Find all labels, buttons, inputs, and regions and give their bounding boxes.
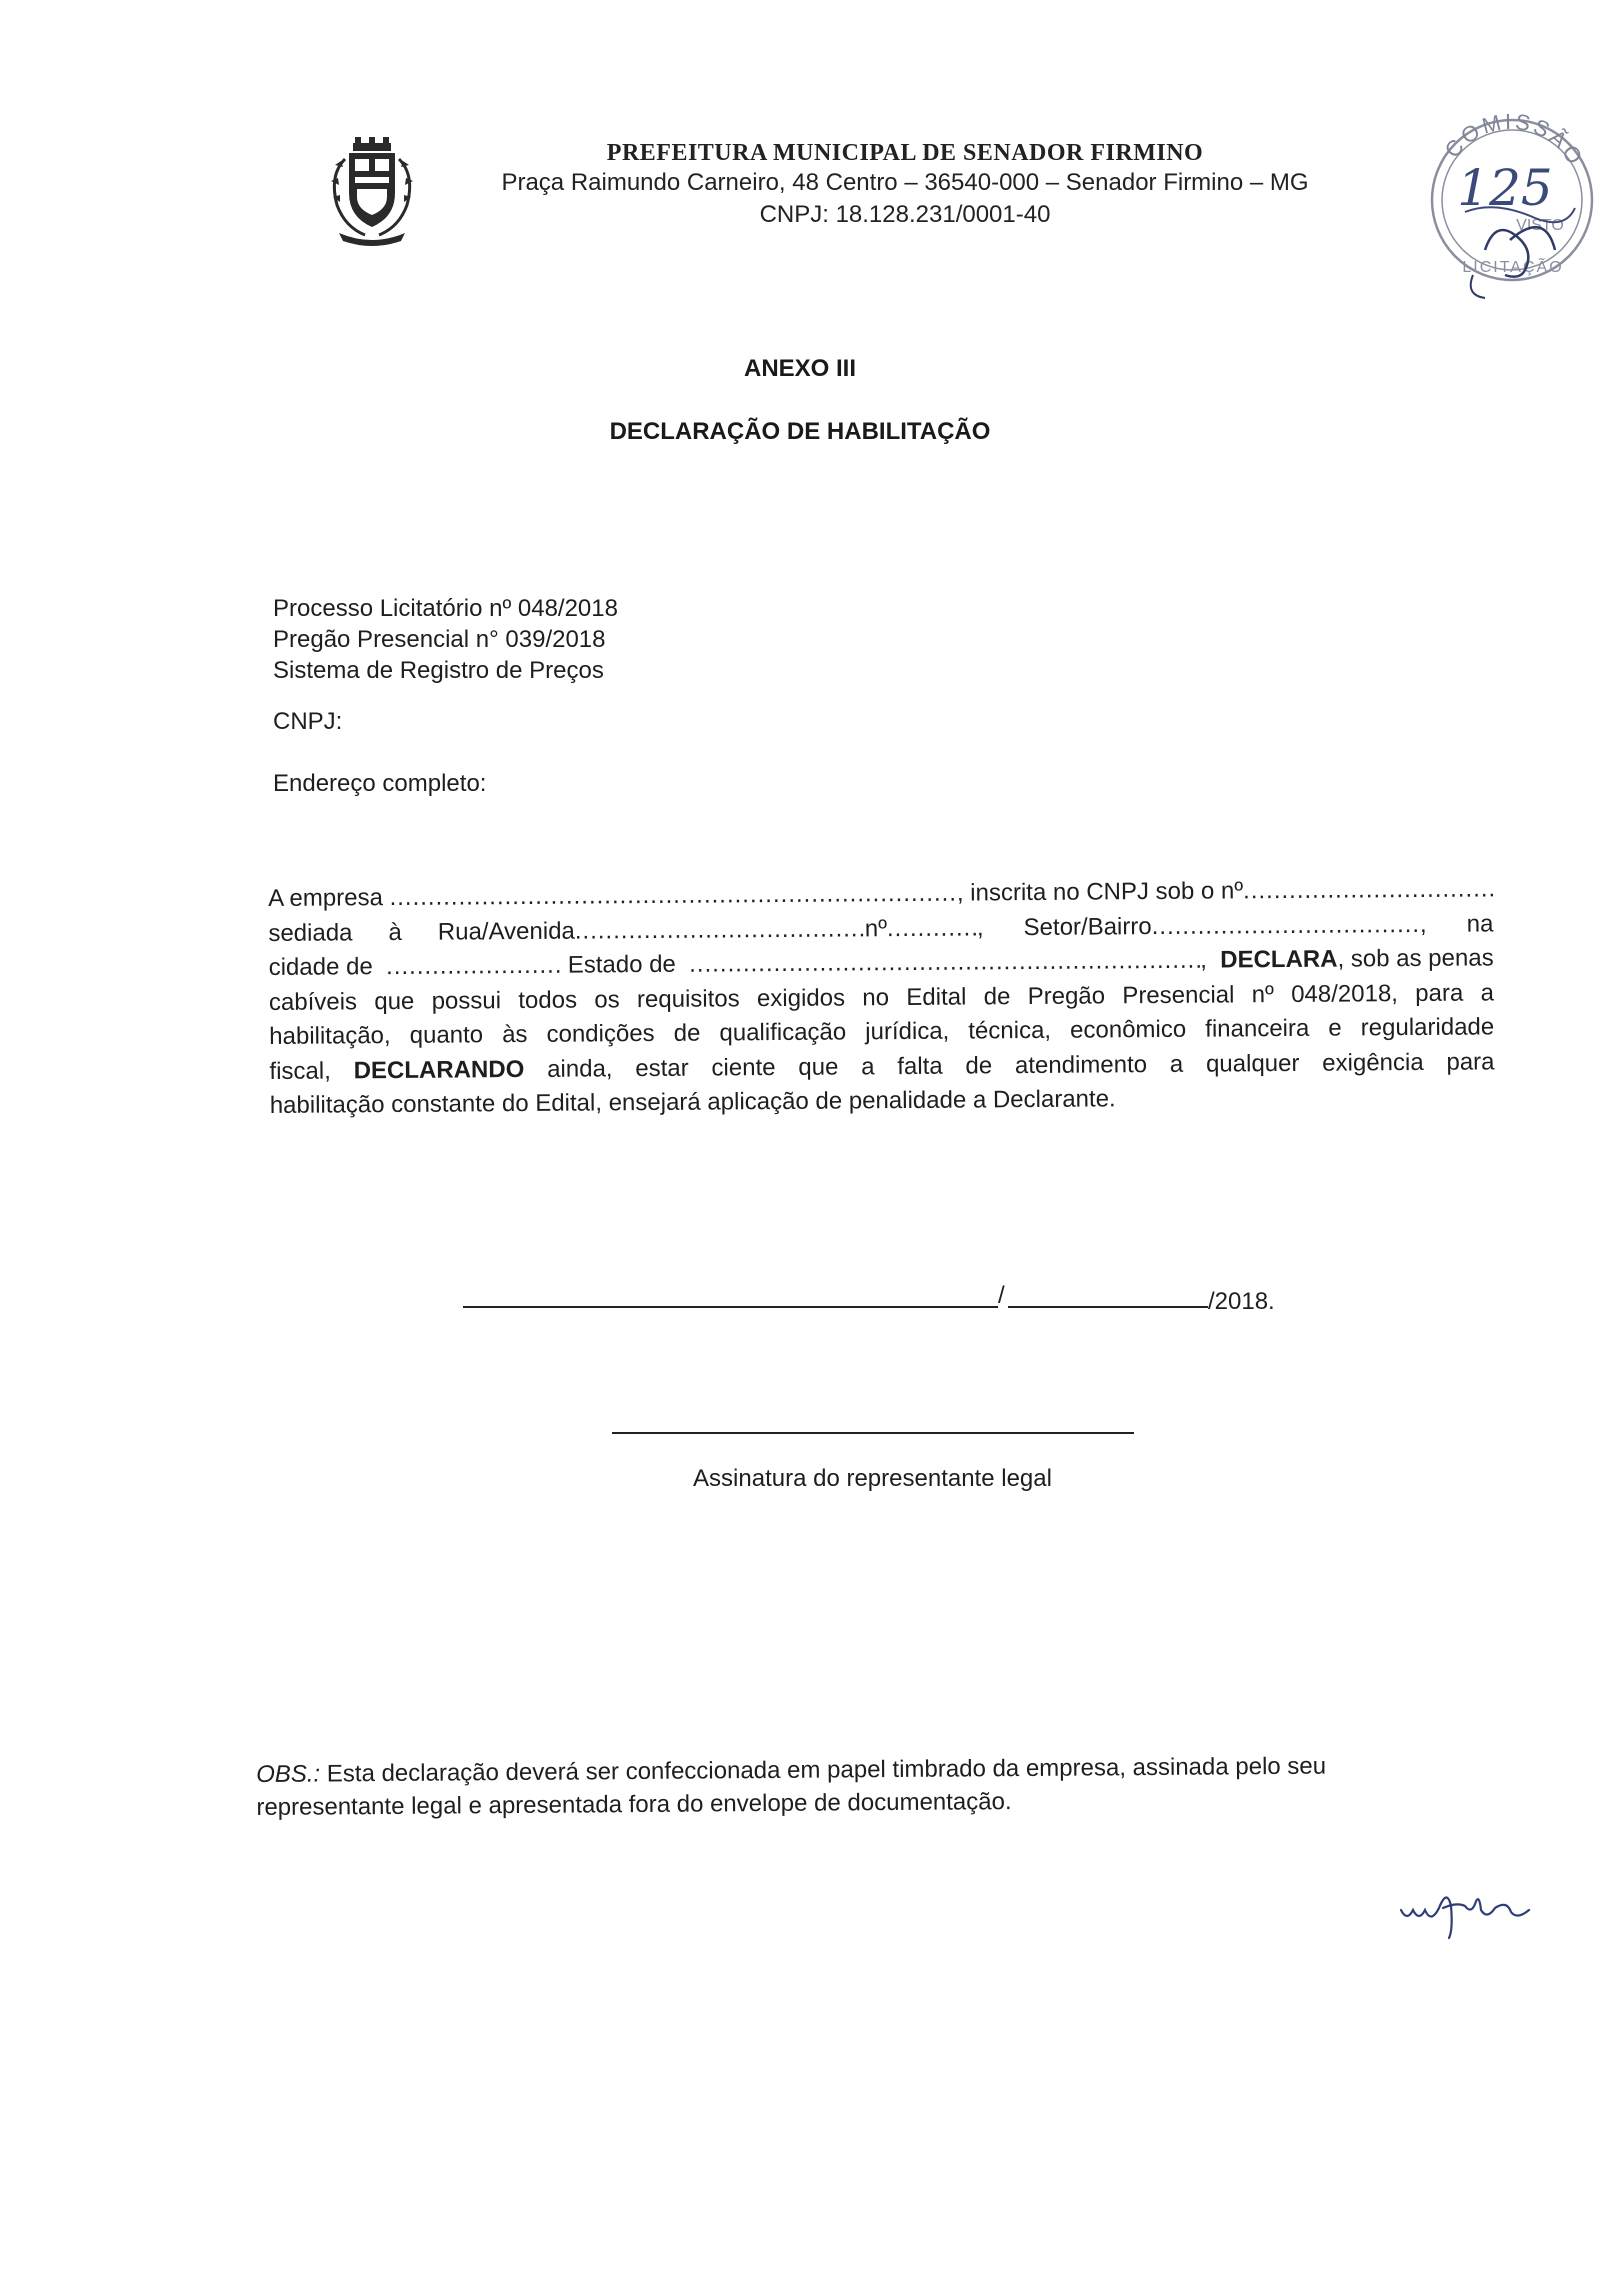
process-number: Processo Licitatório nº 048/2018 [273, 595, 618, 622]
address-label: Endereço completo: [273, 770, 487, 797]
date-day-blank [463, 1306, 998, 1308]
declaration-paragraph [268, 872, 1495, 1123]
handwritten-initials-icon [1395, 1880, 1575, 1940]
coat-of-arms-icon [325, 135, 420, 250]
paragraph-line-5: habilitação, quanto às condições de qualificação jurídica, técnica, econômico financeira e regularidade [269, 1013, 1495, 1050]
svg-text:COMISSÃO: COMISSÃO [1439, 108, 1590, 171]
commission-stamp-icon [1425, 100, 1600, 300]
signature-label: Assinatura do representante legal [693, 1465, 1052, 1492]
org-cnpj: CNPJ: 18.128.231/0001-40 [759, 201, 1051, 228]
document-title: DECLARAÇÃO DE HABILITAÇÃO [609, 418, 991, 445]
process-info [273, 593, 618, 686]
date-month-blank [1008, 1306, 1208, 1308]
paragraph-line-4: cabíveis que possui todos os requisitos exigidos no Edital de Pregão Presencial nº 048/2018, para a [268, 978, 1495, 1016]
date-separator: / [998, 1282, 1005, 1309]
observation-note [256, 1749, 1426, 1824]
signature-line [612, 1432, 1134, 1434]
date-line [463, 1278, 1303, 1318]
org-address: Praça Raimundo Carneiro, 48 Centro – 36540-000 – Senador Firmino – MG [501, 169, 1309, 196]
paragraph-line-6: fiscal, DECLARANDO ainda, estar ciente que a falta de atendimento a qualquer exigência para [269, 1047, 1495, 1085]
pregao-number: Pregão Presencial n° 039/2018 [273, 626, 606, 653]
letterhead [490, 140, 1320, 231]
paragraph-line-3: cidade de ..... Estado de ..... , DECLARA , sob as penas [269, 941, 1494, 985]
org-name: PREFEITURA MUNICIPAL DE SENADOR FIRMINO [606, 140, 1204, 166]
price-registry-system: Sistema de Registro de Preços [273, 657, 604, 684]
date-year: /2018. [1208, 1288, 1275, 1315]
paragraph-line-7: habilitação constante do Edital, ensejará aplicação de penalidade a Declarante. [269, 1085, 1116, 1119]
svg-text:VISTO: VISTO [1516, 217, 1564, 234]
obs-text: Esta declaração deverá ser confeccionada em papel timbrado da empresa, assinada pelo seu representante legal e apresentada fora do envelope de documentação. [256, 1752, 1327, 1821]
cnpj-label: CNPJ: [273, 708, 343, 735]
paragraph-line-2: sediada à Rua/Avenida ..... nº ..... , Setor/Bairro ..... , na [268, 907, 1493, 951]
paragraph-line-1: A empresa ..... , inscrita no CNPJ sob o nº ..... [268, 872, 1493, 916]
obs-label: OBS.: [256, 1760, 321, 1788]
annex-title: ANEXO III [743, 355, 857, 382]
svg-text:LICITAÇÃO: LICITAÇÃO [1462, 259, 1564, 276]
svg-text:125: 125 [1457, 159, 1553, 217]
